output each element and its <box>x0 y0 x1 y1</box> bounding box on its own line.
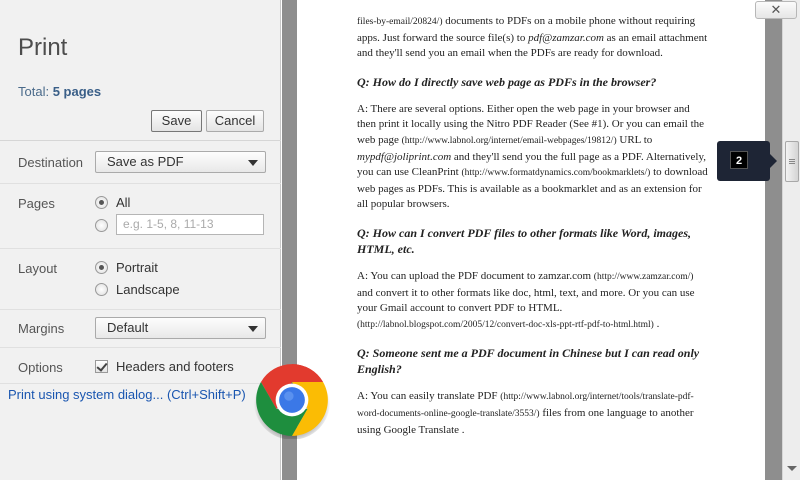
total-pages <box>18 84 101 99</box>
pages-range-input[interactable]: e.g. 1-5, 8, 11-13 <box>116 214 264 235</box>
divider <box>0 183 281 184</box>
print-settings-panel <box>0 0 281 480</box>
destination-label: Destination <box>18 155 84 170</box>
system-dialog-link[interactable]: Print using system dialog... (Ctrl+Shift+P) <box>8 387 246 402</box>
body-text: . <box>653 317 660 330</box>
pages-all-label: All <box>116 195 131 210</box>
question-heading: Q: How can I convert PDF files to other formats like Word, images, HTML, etc. <box>357 225 692 256</box>
url-text: files-by-email/20824/) <box>357 17 443 27</box>
chevron-down-icon <box>248 160 258 166</box>
body-text: URL to <box>616 133 653 146</box>
total-value: 5 pages <box>52 84 102 99</box>
paragraph <box>357 389 709 438</box>
grip-line <box>789 161 795 162</box>
scroll-thumb[interactable] <box>785 141 799 182</box>
question-heading: Q: How do I directly save web page as PDFs in the browser? <box>357 74 657 89</box>
body-text: documents to PDFs on a mobile phone without requiring apps. Just forward the source file(s) to <box>357 15 696 44</box>
pages-range-radio[interactable] <box>95 219 108 232</box>
grip-line <box>789 163 795 164</box>
paragraph <box>357 102 709 213</box>
cancel-button[interactable]: Cancel <box>206 110 264 132</box>
email-text: mypdf@joliprint.com <box>357 150 452 163</box>
destination-select[interactable] <box>95 151 266 173</box>
paragraph <box>357 269 709 333</box>
save-button[interactable]: Save <box>151 110 202 132</box>
headers-footers-label: Headers and footers <box>116 359 234 374</box>
preview-page <box>297 0 765 480</box>
url-text: (http://www.labnol.org/internet/tools/translate-pdf-word-documents-online-google-translate/3553/) <box>357 392 694 419</box>
divider <box>0 383 281 384</box>
close-button[interactable] <box>755 1 797 19</box>
body-text: A: There are several options. Either open the web page in your browser and then print it locally using the Nitro PDF Reader (See #1). Or you can email the web page <box>357 102 705 146</box>
page-content <box>357 14 709 450</box>
page-number: 2 <box>730 151 748 169</box>
headers-footers-checkbox[interactable] <box>95 360 108 373</box>
question-heading: Q: Someone sent me a PDF document in Chinese but I can read only English? <box>357 346 700 377</box>
destination-value: Save as PDF <box>107 154 184 169</box>
options-label: Options <box>18 360 63 375</box>
body-text: to download web pages as PDFs. This is available as a bookmarklet and as an extension for all popular browsers. <box>357 166 708 211</box>
page-title: Print <box>18 34 68 61</box>
chevron-down-icon <box>248 326 258 332</box>
pages-all-radio[interactable] <box>95 196 108 209</box>
layout-portrait-radio[interactable] <box>95 261 108 274</box>
url-text: (http://www.zamzar.com/) <box>593 271 694 282</box>
email-text: pdf@zamzar.com <box>528 31 604 44</box>
margins-select[interactable] <box>95 317 266 339</box>
paragraph <box>357 14 709 62</box>
url-text: (http://www.formatdynamics.com/bookmarklets/) <box>461 168 651 179</box>
body-text: and they'll send you the full page as a PDF. Alternatively, you can use CleanPrint <box>357 150 707 179</box>
margins-label: Margins <box>18 321 65 336</box>
layout-landscape-label: Landscape <box>116 282 180 297</box>
chrome-logo <box>253 361 331 439</box>
pages-label: Pages <box>18 196 55 211</box>
body-text: as an email attachment and they'll send you an email when the PDFs are ready for download. <box>357 31 708 60</box>
body-text: and convert it to other formats like doc, html, text, and more. Or you can use your Gmail account to convert PDF to HTML. <box>357 286 695 315</box>
body-text: A: You can upload the PDF document to zamzar.com <box>357 269 594 282</box>
divider <box>0 309 281 310</box>
page-indicator <box>717 141 770 181</box>
close-icon: ✕ <box>770 2 782 17</box>
divider <box>0 248 281 249</box>
margins-value: Default <box>107 320 149 335</box>
url-text: (http://labnol.blogspot.com/2005/12/convert-doc-xls-ppt-rtf-pdf-to-html.html) <box>357 319 654 330</box>
scrollbar[interactable] <box>782 0 800 480</box>
grip-line <box>789 159 795 160</box>
layout-landscape-radio[interactable] <box>95 283 108 296</box>
divider <box>0 347 281 348</box>
layout-portrait-label: Portrait <box>116 260 158 275</box>
body-text: A: You can easily translate PDF <box>357 390 501 403</box>
print-header <box>0 0 281 141</box>
total-label: Total: <box>18 84 50 99</box>
body-text: files from one language to another using Google Translate . <box>357 406 694 436</box>
url-text: (http://www.labnol.org/internet/email-webpages/19812/) <box>401 135 617 146</box>
layout-label: Layout <box>18 261 58 276</box>
scroll-down-icon[interactable] <box>787 466 797 471</box>
